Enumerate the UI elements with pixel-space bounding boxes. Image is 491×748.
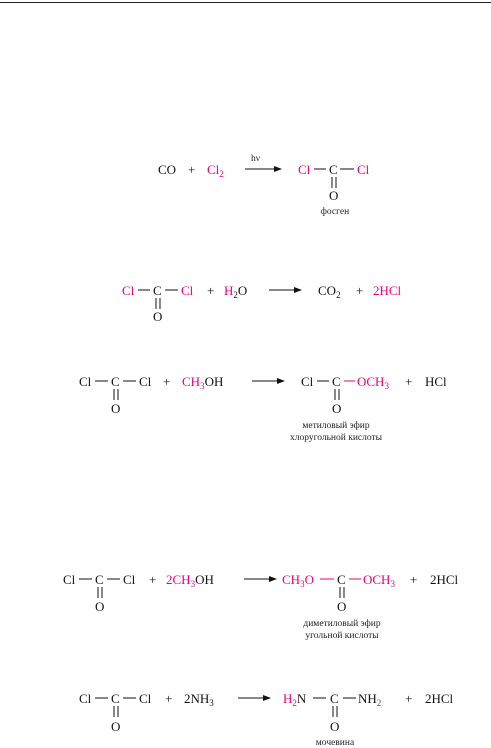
- r5-cl-right: Cl: [139, 691, 152, 706]
- r3-product-o: O: [332, 401, 342, 416]
- r1-o: O: [329, 188, 339, 203]
- r3-plus2: +: [405, 374, 413, 389]
- r1-c: C: [329, 162, 338, 177]
- r3-cl-left: Cl: [79, 374, 92, 389]
- r2-c: C: [153, 283, 162, 298]
- reaction-3: [79, 374, 447, 443]
- r3-product-name-1: метиловый эфир: [302, 421, 370, 431]
- r5-plus2: +: [405, 691, 413, 706]
- r2-hcl: 2HCl: [373, 283, 402, 298]
- r4-plus: +: [149, 572, 157, 587]
- r3-methanol: $CH_3OH$: [182, 374, 224, 391]
- r1-co: CO: [158, 162, 177, 177]
- r2-plus2: +: [356, 283, 364, 298]
- r1-condition: hν: [251, 154, 261, 164]
- reaction-4: [63, 572, 459, 641]
- r4-c: C: [95, 572, 104, 587]
- r2-h2o: $H_2O$: [224, 283, 248, 300]
- r5-plus: +: [165, 691, 173, 706]
- r2-co2: $CO_2$: [318, 283, 341, 300]
- r5-c: C: [111, 691, 120, 706]
- r3-c: C: [111, 374, 120, 389]
- r3-product-c: C: [332, 374, 341, 389]
- r4-cl-right: Cl: [123, 572, 136, 587]
- r1-product-name: фосген: [320, 207, 350, 217]
- r5-product-name: мочевина: [315, 738, 355, 748]
- r5-product-c: C: [330, 691, 339, 706]
- r2-o: O: [153, 309, 163, 324]
- r4-product-c: C: [337, 572, 346, 587]
- r4-methanol: $2CH_3OH$: [166, 572, 214, 589]
- r3-product-cl: Cl: [301, 374, 314, 389]
- r4-product-o: O: [337, 599, 347, 614]
- r5-product-o: O: [330, 719, 340, 734]
- r5-o: O: [111, 719, 121, 734]
- r4-plus2: +: [410, 572, 418, 587]
- r1-cl2: $Cl_2$: [207, 162, 224, 179]
- r1-cl-left: Cl: [298, 162, 311, 177]
- r2-cl-right: Cl: [181, 283, 194, 298]
- r4-product-name-1: диметиловый эфир: [303, 619, 381, 629]
- r3-plus: +: [163, 374, 171, 389]
- r3-product-och3: $OCH_3$: [357, 374, 389, 391]
- r2-cl-left: Cl: [122, 283, 135, 298]
- r3-cl-right: Cl: [139, 374, 152, 389]
- r4-product-och3: $OCH_3$: [363, 572, 395, 589]
- r4-hcl: 2HCl: [430, 572, 459, 587]
- r1-cl-right: Cl: [357, 162, 370, 177]
- r1-plus: +: [188, 162, 196, 177]
- r3-hcl: HCl: [425, 374, 447, 389]
- reaction-1: [158, 154, 370, 217]
- r5-cl-left: Cl: [79, 691, 92, 706]
- r5-ammonia: $2NH_3$: [184, 691, 214, 708]
- reaction-2: [122, 283, 402, 324]
- r5-h2n: $H_2N$: [283, 691, 307, 708]
- r5-nh2: $NH_2$: [358, 691, 382, 708]
- r3-product-name-2: хлоругольной кислоты: [289, 433, 383, 443]
- r3-o: O: [111, 401, 121, 416]
- r4-cl-left: Cl: [63, 572, 76, 587]
- reaction-5: [79, 691, 454, 748]
- r2-plus: +: [207, 283, 215, 298]
- r4-product-name-2: угольной кислоты: [305, 631, 379, 641]
- r4-product-ch3o: $CH_3O$: [282, 572, 314, 589]
- r5-hcl: 2HCl: [425, 691, 454, 706]
- r4-o: O: [95, 599, 105, 614]
